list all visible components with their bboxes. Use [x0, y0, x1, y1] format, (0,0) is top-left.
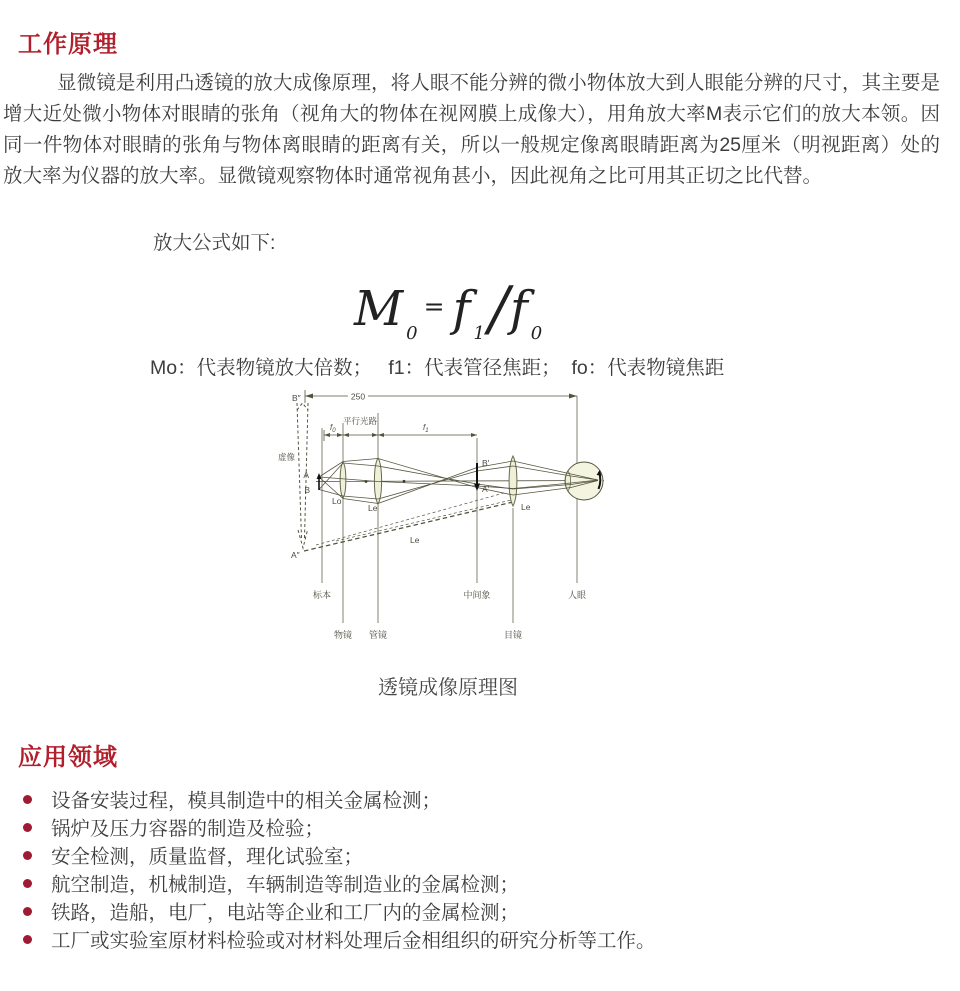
formula-lhs-subscript: 0 — [406, 323, 418, 344]
eyepiece-lens-label: Le — [521, 502, 531, 512]
virtual-image-bottom-arrowhead — [298, 530, 308, 548]
formula-numerator: f — [452, 281, 471, 337]
parallel-left-arrow — [343, 433, 349, 437]
f1-left-arrow — [378, 433, 384, 437]
specimen-label: 标本 — [312, 590, 332, 600]
eyepiece-label: 目镜 — [503, 630, 523, 640]
parallel-right-arrow — [372, 433, 378, 437]
list-item-text: 航空制造，机械制造，车辆制造等制造业的金属检测； — [51, 874, 520, 896]
list-item-text: 铁路，造船，电厂，电站等企业和工厂内的金属检测； — [51, 902, 520, 924]
formula-denominator-subscript: 0 — [530, 323, 543, 344]
dashed-ray-thin-2 — [336, 500, 511, 541]
f1-right-arrow — [471, 433, 477, 437]
bullet-dot — [23, 907, 32, 916]
virtual-image-left-edge — [297, 403, 302, 538]
dim-250-left-arrow — [305, 394, 313, 399]
dashed-ray-bold — [304, 502, 513, 551]
section-title-application-fields: 应用领域 — [18, 744, 118, 771]
parallel-light-path-label: 平行光路 — [342, 416, 378, 426]
tube-lens-bottom-label: 管镜 — [368, 630, 388, 640]
f0-left-arrow — [324, 433, 330, 437]
object-b-label: B — [304, 485, 310, 495]
bullet-dot — [23, 879, 32, 888]
list-item — [20, 841, 920, 869]
virtual-image-top-chevron — [297, 403, 308, 410]
dim-250-right-arrow — [569, 394, 577, 399]
dim-250-label: 250 — [350, 391, 366, 402]
lens-imaging-diagram — [278, 390, 618, 648]
diagram-caption: 透镜成像原理图 — [378, 677, 518, 699]
formula-denominator: f — [510, 281, 528, 337]
f0-label: $f_0$ — [330, 423, 336, 434]
objective-label: 物镜 — [333, 630, 353, 640]
list-item-text: 工厂或实验室原材料检验或对材料处理后金相组织的研究分析等工作。 — [51, 930, 656, 952]
application-list — [20, 785, 920, 953]
bullet-dot — [23, 795, 32, 804]
virtual-b-label: B″ — [292, 393, 301, 403]
list-item-text: 安全检测，质量监督，理化试验室； — [51, 846, 364, 868]
virtual-image-label: 虚像 — [278, 452, 296, 462]
dashed-ray-le-label: Le — [410, 535, 420, 545]
f0-right-arrow — [337, 433, 343, 437]
ray-5 — [319, 477, 598, 489]
objective-lens-label: Lo — [332, 496, 342, 506]
formula-equals: = — [423, 292, 445, 321]
virtual-a-label: A″ — [291, 550, 300, 560]
list-item-text: 锅炉及压力容器的制造及检验； — [51, 818, 325, 840]
f1-label: $f_1$ — [423, 423, 429, 434]
intermediate-b-label: B′ — [482, 458, 490, 468]
bullet-dot — [23, 935, 32, 944]
objective-lens-shape — [340, 462, 346, 498]
list-item-text: 设备安装过程，模具制造中的相关金属检测； — [51, 790, 442, 812]
intermediate-a-label: A′ — [482, 484, 490, 494]
tube-lens-label: Le — [368, 503, 378, 513]
formula-lhs: M — [354, 281, 404, 337]
section-title-working-principle: 工作原理 — [18, 31, 118, 58]
object-a-label: A — [303, 470, 309, 480]
list-item — [20, 869, 920, 897]
list-item — [20, 897, 920, 925]
magnification-formula — [354, 274, 542, 344]
lens-imaging-diagram-svg — [278, 390, 618, 648]
list-item — [20, 925, 920, 953]
formula-intro-text: 放大公式如下: — [153, 232, 276, 254]
bullet-dot — [23, 823, 32, 832]
list-item — [20, 813, 920, 841]
formula-slash: / — [488, 274, 509, 344]
formula-numerator-subscript: 1 — [473, 323, 485, 344]
bullet-dot — [23, 851, 32, 860]
intermediate-image-label: 中间象 — [463, 590, 491, 600]
formula-legend: Mo：代表物镜放大倍数； f1：代表管径焦距； fo：代表物镜焦距 — [150, 357, 725, 379]
principle-paragraph: 显微镜是利用凸透镜的放大成像原理，将人眼不能分辨的微小物体放大到人眼能分辨的尺寸，其主要是增大近处微小物体对眼睛的张角（视角大的物体在视网膜上成像大），用角放大率M表示它们的放大本领。因同一件物体对眼睛的张角与物体离眼睛的距离有关，所以一般规定像离眼睛距离为25厘米（明视距离）处的放大率为仪器的放大率。显微镜观察物体时通常视角甚小，因此视角之比可用其正切之比代替。 — [3, 72, 940, 187]
human-eye-label: 人眼 — [567, 590, 587, 600]
list-item — [20, 785, 920, 813]
eyepiece-lens-shape — [509, 456, 517, 506]
ray-1 — [319, 459, 598, 496]
